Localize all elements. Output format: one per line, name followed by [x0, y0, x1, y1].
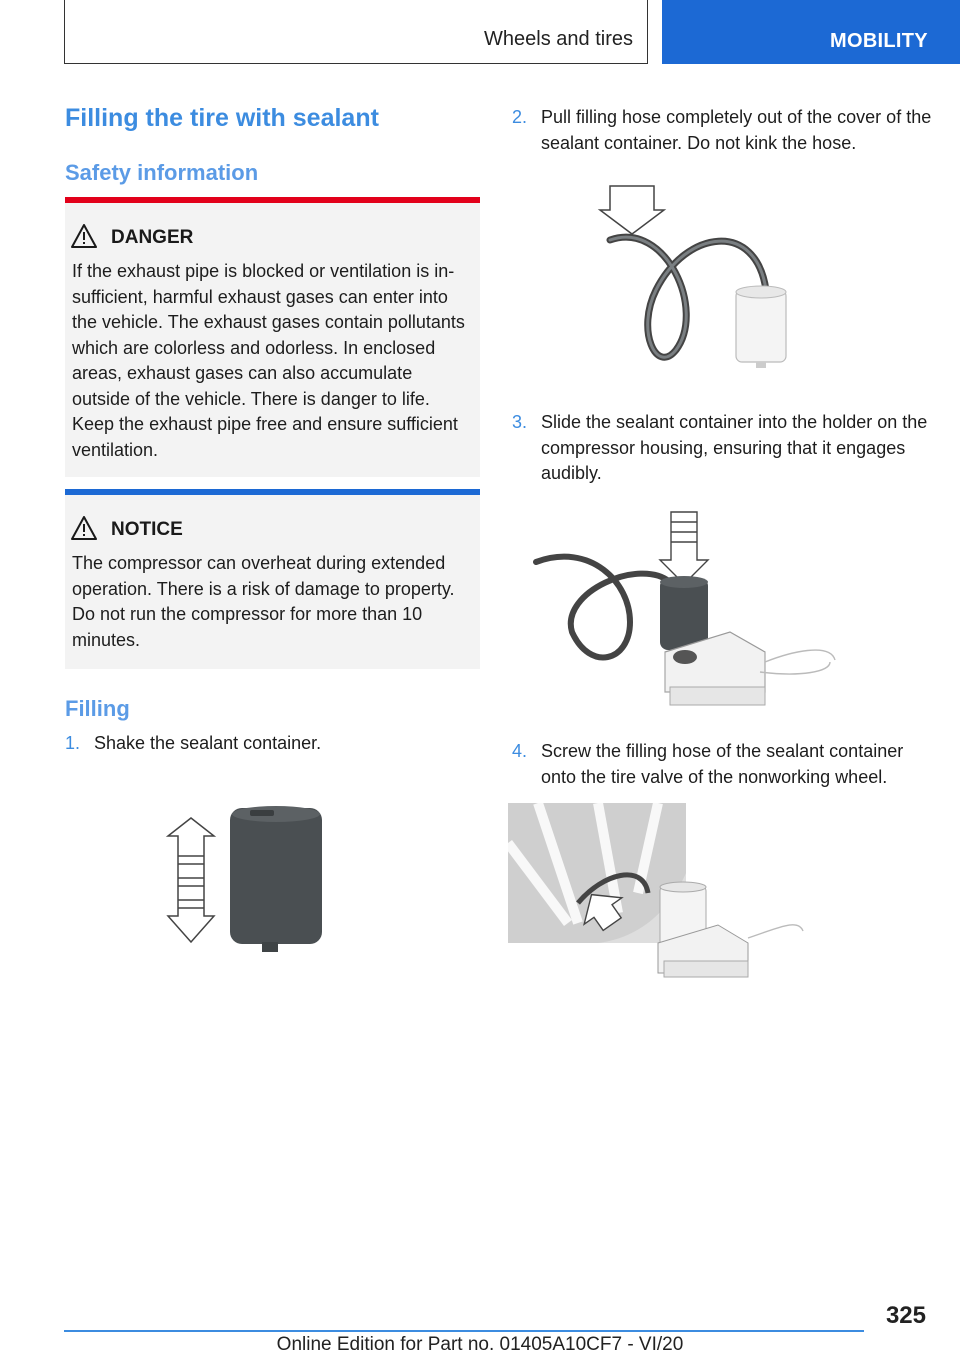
danger-bar: [65, 197, 480, 203]
notice-bar: [65, 489, 480, 495]
step-1: [65, 731, 480, 757]
notice-text: The compressor can overheat during extended operation. There is a risk of damage to property. Do not run the compressor for more than 10 minutes.: [72, 553, 455, 650]
step-number: 1.: [65, 733, 81, 753]
step-text: Screw the filling hose of the sealant container onto the tire valve of the nonworking wheel.: [541, 741, 904, 787]
step-text: Shake the sealant container.: [94, 733, 322, 753]
danger-box: [65, 197, 480, 477]
warning-triangle-icon: [71, 516, 97, 540]
chapter-tab: MOBILITY: [662, 0, 960, 64]
section-title: Wheels and tires: [484, 28, 633, 50]
warning-triangle-icon: [71, 224, 97, 248]
step-number: 4.: [512, 741, 528, 761]
notice-heading: [111, 519, 480, 541]
safety-heading: Safety information: [65, 160, 259, 185]
insert-container-illustration: [530, 502, 840, 717]
notice-label: NOTICE: [111, 519, 183, 540]
notice-box: [65, 489, 480, 669]
pull-hose-illustration: [596, 180, 796, 370]
step-text: Pull filling hose completely out of the cover of the sealant container. Do not kink the hose.: [541, 107, 932, 153]
filling-heading: Filling: [65, 696, 130, 721]
step-number: 2.: [512, 107, 528, 127]
page-title: Filling the tire with sealant: [65, 104, 379, 132]
danger-label: DANGER: [111, 227, 194, 248]
header-tab: [64, 0, 648, 64]
step-2: [512, 105, 932, 156]
attach-valve-illustration: [508, 803, 808, 983]
step-text: Slide the sealant container into the holder on the compressor housing, ensuring that it engages audibly.: [541, 412, 928, 483]
step-4: [512, 739, 932, 790]
danger-text: If the exhaust pipe is blocked or ventilation is insufficient, harmful exhaust gases can enter into the vehicle. The exhaust gases contain pollutants which are colorless and odorless. In enclosed areas, exhaust gases can also accumulate outside of the vehicle. There is danger to life. Keep the exhaust pipe free and ensure sufficient ventilation.: [72, 261, 465, 460]
page-number: 325: [885, 1302, 926, 1329]
danger-heading: [111, 227, 480, 249]
footer-edition: Online Edition for Part no. 01405A10CF7 - VI/20: [276, 1334, 684, 1355]
footer-divider: [64, 1330, 864, 1332]
step-3: [512, 410, 932, 487]
step-number: 3.: [512, 412, 528, 432]
shake-container-illustration: [160, 800, 340, 960]
